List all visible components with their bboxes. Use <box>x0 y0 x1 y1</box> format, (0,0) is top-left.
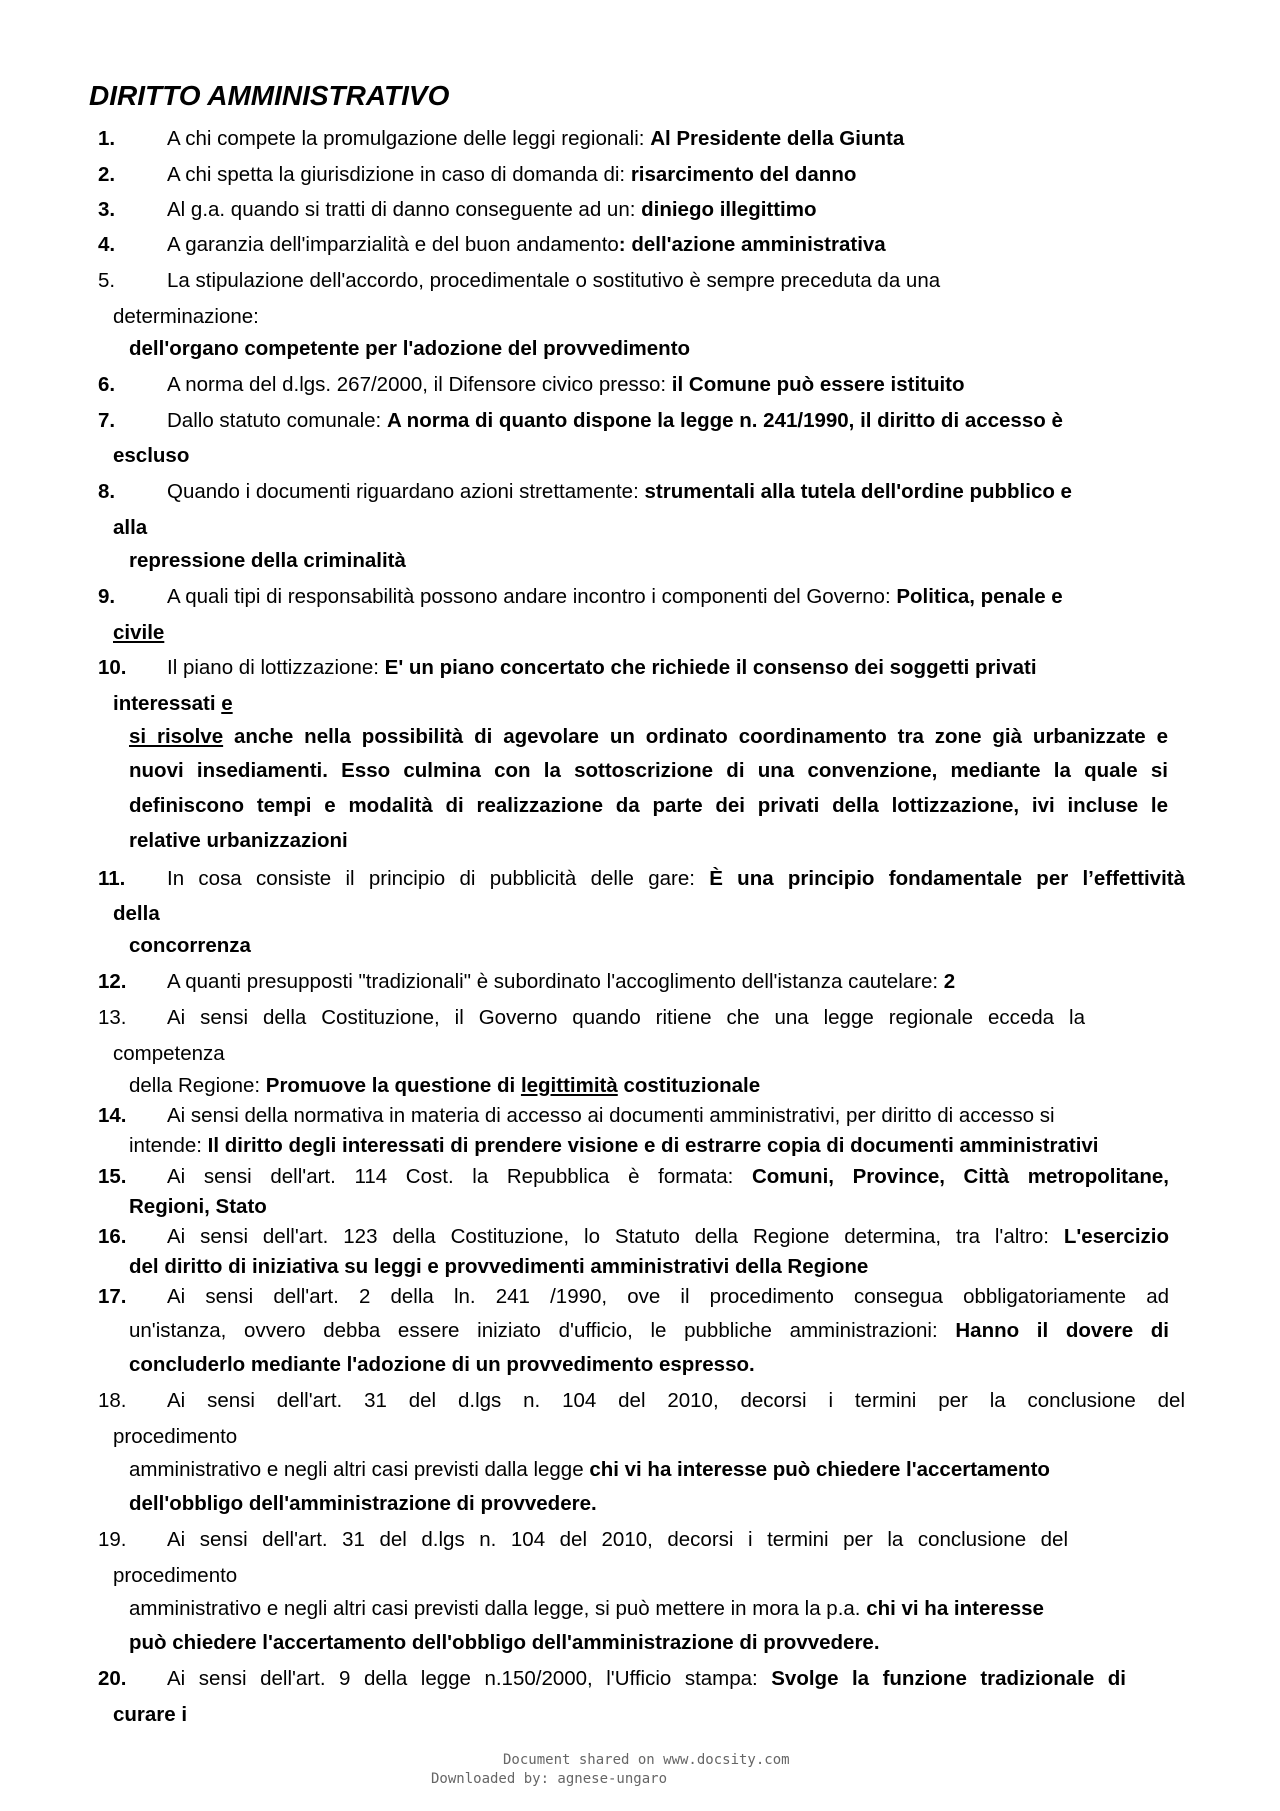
list-item-answer: si risolve anche nella possibilità di agevolare un ordinato coordinamento tra zone già urbanizzate e <box>129 725 1168 748</box>
list-item-continuation: un'istanza, ovvero debba essere iniziato d'ufficio, le pubbliche amministrazioni: Hanno il dovere di <box>129 1319 1169 1342</box>
list-item: Ai sensi dell'art. 31 del d.lgs n. 104 del 2010, decorsi i termini per la conclusione del <box>167 1528 1068 1551</box>
item-number: 8. <box>98 480 116 503</box>
list-item-answer: repressione della criminalità <box>129 549 406 572</box>
list-item: In cosa consiste il principio di pubblicità delle gare: È una principio fondamentale per l’effettività <box>167 867 1185 890</box>
list-item-answer: della Regione: Promuove la questione di legittimità costituzionale <box>129 1074 761 1097</box>
list-item: Ai sensi dell'art. 123 della Costituzione, lo Statuto della Regione determina, tra l'altro: L'esercizio <box>167 1225 1169 1248</box>
list-item: A norma del d.lgs. 267/2000, il Difensore civico presso: il Comune può essere istituito <box>167 373 965 396</box>
list-item: A quali tipi di responsabilità possono andare incontro i componenti del Governo: Politica, penale e <box>167 585 1063 608</box>
item-number: 18. <box>98 1389 127 1412</box>
list-item-answer: può chiedere l'accertamento dell'obbligo dell'amministrazione di provvedere. <box>129 1631 880 1654</box>
list-item-continuation: determinazione: <box>113 305 259 328</box>
list-item-continuation: della <box>113 902 160 925</box>
item-number: 7. <box>98 409 116 432</box>
item-number: 6. <box>98 373 116 396</box>
list-item: La stipulazione dell'accordo, procedimentale o sostitutivo è sempre preceduta da una <box>167 269 941 292</box>
item-number: 19. <box>98 1528 127 1551</box>
list-item: A quanti presupposti "tradizionali" è subordinato l'accoglimento dell'istanza cautelare: 2 <box>167 970 956 993</box>
list-item-answer: relative urbanizzazioni <box>129 829 348 852</box>
list-item-answer: concluderlo mediante l'adozione di un provvedimento espresso. <box>129 1353 755 1376</box>
list-item-answer: nuovi insediamenti. Esso culmina con la sottoscrizione di una convenzione, mediante la quale si <box>129 759 1168 782</box>
list-item: Ai sensi della Costituzione, il Governo quando ritiene che una legge regionale ecceda la <box>167 1006 1085 1029</box>
list-item: Quando i documenti riguardano azioni strettamente: strumentali alla tutela dell'ordine pubblico e <box>167 480 1072 503</box>
list-item: Ai sensi dell'art. 2 della ln. 241 /1990, ove il procedimento consegua obbligatoriamente ad <box>167 1285 1169 1308</box>
item-number: 10. <box>98 656 127 679</box>
page-title: DIRITTO AMMINISTRATIVO <box>89 80 450 111</box>
list-item-continuation: Regioni, Stato <box>129 1195 267 1218</box>
list-item: Ai sensi dell'art. 114 Cost. la Repubblica è formata: Comuni, Province, Città metropolitane, <box>167 1165 1169 1188</box>
item-number: 5. <box>98 269 116 292</box>
list-item: Ai sensi dell'art. 9 della legge n.150/2000, l'Ufficio stampa: Svolge la funzione tradizionale di <box>167 1667 1126 1690</box>
list-item-continuation: del diritto di iniziativa su leggi e provvedimenti amministrativi della Regione <box>129 1255 869 1278</box>
list-item-continuation: civile <box>113 621 165 644</box>
list-item: Il piano di lottizzazione: E' un piano concertato che richiede il consenso dei soggetti privati <box>167 656 1037 679</box>
list-item-continuation: alla <box>113 516 148 539</box>
list-item-continuation: intende: Il diritto degli interessati di prendere visione e di estrarre copia di documenti amministrativi <box>129 1134 1099 1157</box>
item-number: 20. <box>98 1667 127 1690</box>
item-number: 1. <box>98 127 116 150</box>
list-item: Ai sensi dell'art. 31 del d.lgs n. 104 del 2010, decorsi i termini per la conclusione del <box>167 1389 1185 1412</box>
list-item-continuation: procedimento <box>113 1564 238 1587</box>
item-number: 14. <box>98 1104 127 1127</box>
item-number: 15. <box>98 1165 127 1188</box>
list-item-answer: concorrenza <box>129 934 251 957</box>
item-number: 17. <box>98 1285 127 1308</box>
item-number: 4. <box>98 233 116 256</box>
item-number: 16. <box>98 1225 127 1248</box>
list-item-continuation: procedimento <box>113 1425 238 1448</box>
list-item-continuation: competenza <box>113 1042 225 1065</box>
list-item: A garanzia dell'imparzialità e del buon andamento: dell'azione amministrativa <box>167 233 886 256</box>
list-item: Al g.a. quando si tratti di danno conseguente ad un: diniego illegittimo <box>167 198 817 221</box>
item-number: 12. <box>98 970 127 993</box>
item-number: 13. <box>98 1006 127 1029</box>
list-item-continuation: curare i <box>113 1703 188 1726</box>
footer-shared-on: Document shared on www.docsity.com <box>503 1752 790 1768</box>
list-item: Ai sensi della normativa in materia di accesso ai documenti amministrativi, per diritto di accesso si <box>167 1104 1055 1127</box>
list-item-answer: dell'obbligo dell'amministrazione di provvedere. <box>129 1492 597 1515</box>
item-number: 3. <box>98 198 116 221</box>
list-item-answer: definiscono tempi e modalità di realizzazione da parte dei privati della lottizzazione, ivi incluse le <box>129 794 1168 817</box>
list-item-continuation: interessati e <box>113 692 233 715</box>
item-number: 9. <box>98 585 116 608</box>
list-item-continuation: escluso <box>113 444 190 467</box>
list-item-answer: amministrativo e negli altri casi previsti dalla legge, si può mettere in mora la p.a. chi vi ha interesse <box>129 1597 1044 1620</box>
list-item-answer: amministrativo e negli altri casi previsti dalla legge chi vi ha interesse può chiedere l'accertamento <box>129 1458 1050 1481</box>
list-item: A chi compete la promulgazione delle leggi regionali: Al Presidente della Giunta <box>167 127 905 150</box>
footer-downloaded-by: Downloaded by: agnese-ungaro <box>431 1771 668 1787</box>
list-item: Dallo statuto comunale: A norma di quanto dispone la legge n. 241/1990, il diritto di accesso è <box>167 409 1063 432</box>
list-item-answer: dell'organo competente per l'adozione del provvedimento <box>129 337 691 360</box>
list-item: A chi spetta la giurisdizione in caso di domanda di: risarcimento del danno <box>167 163 857 186</box>
item-number: 11. <box>98 867 126 890</box>
item-number: 2. <box>98 163 116 186</box>
